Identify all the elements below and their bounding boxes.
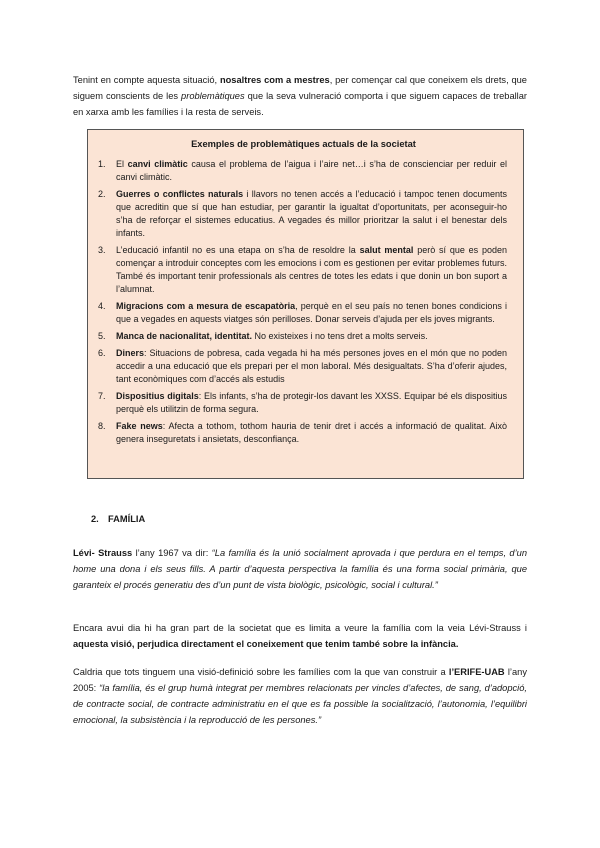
text: : Els infants, s’ha de protegir-los davant les XXSS. Equipar bé els dispositius perquè els utilitzin de forma segura. bbox=[116, 391, 507, 414]
list-item bbox=[100, 244, 507, 296]
list-item bbox=[100, 300, 507, 326]
text: : Afecta a tothom, tothom hauria de tenir dret i accés a informació de qualitat. Això genera inseguretats i ansietats, desconfiança. bbox=[116, 421, 507, 444]
list-item bbox=[100, 158, 507, 184]
text: i llavors no tenen accés a l’educació i tampoc tenen documents que acreditin que sí que han estudiar, per garantir la igualtat d’oportunitats, per aconseguir-ho s’ha de reforçar el sistemes educatius. A vegades és millor prioritzar la salut i el benestar dels infants. bbox=[116, 189, 507, 238]
list-item bbox=[100, 420, 507, 446]
bold-text: Dispositius digitals bbox=[116, 391, 199, 401]
text: l’any 1967 va dir: bbox=[132, 548, 212, 558]
bold-text: Manca de nacionalitat, identitat. bbox=[116, 331, 253, 341]
italic-text: problemàtiques bbox=[181, 91, 245, 101]
bold-text: salut mental bbox=[359, 245, 414, 255]
bold-text: Diners bbox=[116, 348, 145, 358]
section-number: 2. bbox=[91, 514, 99, 524]
encara-paragraph bbox=[73, 620, 527, 652]
list-item bbox=[100, 390, 507, 416]
bold-text: Fake news bbox=[116, 421, 163, 431]
item-number: 5. bbox=[98, 331, 106, 341]
levi-strauss-paragraph bbox=[73, 545, 527, 593]
item-number: 6. bbox=[98, 348, 106, 358]
erife-paragraph bbox=[73, 664, 527, 728]
item-number: 7. bbox=[98, 391, 106, 401]
section-heading bbox=[91, 511, 145, 527]
text: Encara avui dia hi ha gran part de la societat que es limita a veure la família com la veia Lévi-Strauss i bbox=[73, 623, 527, 633]
item-number: 2. bbox=[98, 189, 106, 199]
intro-paragraph bbox=[73, 72, 527, 120]
section-title: FAMÍLIA bbox=[108, 514, 146, 524]
item-number: 8. bbox=[98, 421, 106, 431]
box-title: Exemples de problemàtiques actuals de la societat bbox=[191, 139, 416, 149]
text: El bbox=[116, 159, 128, 169]
italic-quote: “La família és la unió socialment aprovada i que perdura en el temps, d’un home una dona i els seus fills. A partir d’aquesta perspectiva la família és una forma social primària, que garanteix el procés generatiu des d’un punt de vista biològic, psicològic, social i cultural.” bbox=[73, 548, 528, 590]
item-number: 3. bbox=[98, 245, 106, 255]
text: que la seva vulneració comporta i que siguem capaces de treballar en xarxa amb les famílies i la resta de serveis. bbox=[73, 91, 528, 117]
text: causa el problema de l’aigua i l’aire net…i s’ha de conscienciar per reduir el canvi climàtic. bbox=[116, 159, 507, 182]
bold-text: nosaltres com a mestres bbox=[219, 75, 330, 85]
item-number: 1. bbox=[98, 159, 106, 169]
italic-quote: “la família, és el grup humà integrat per membres relacionats per vincles d’afectes, de sang, d’adopció, de contracte social, de contracte administratiu en el que es fa possible la socialització, l’autonomia, l’equilibri emocional, la subsistència i la reproducció de les persones.” bbox=[73, 683, 527, 725]
item-number: 4. bbox=[98, 301, 106, 311]
bold-text: Lévi- Strauss bbox=[73, 548, 133, 558]
text: però sí que es poden començar a introduir conceptes com les emocions i com es gestionen per evitar problemes futurs. També és important tenir professionals als centres de totes les edats i que donin un bon suport a l’alumnat. bbox=[116, 245, 507, 294]
text: , perquè en el seu país no tenen bones condicions i que a vegades en aquests viatges són perilloses. Donar serveis d’ajuda per els joves migrants. bbox=[116, 301, 507, 324]
text: : Situacions de pobresa, cada vegada hi ha més persones joves en el món que no poden accedir a una educació que els prepari per el mon laboral. Més desigualtats. S’ha d’oferir ajudes, tant econòmiques com d’accés als estudis bbox=[116, 348, 507, 384]
text: No existeixes i no tens dret a molts serveis. bbox=[252, 331, 428, 341]
bold-text: canvi climàtic bbox=[127, 159, 188, 169]
bold-text: Migracions com a mesura de escapatòria bbox=[116, 301, 296, 311]
bold-text: l’ERIFE-UAB bbox=[448, 667, 505, 677]
text: L’educació infantil no es una etapa on s’ha de resoldre la bbox=[116, 245, 360, 255]
bold-text: aquesta visió, perjudica directament el coneixement que tenim també sobre la infància. bbox=[73, 639, 459, 649]
problems-box bbox=[87, 129, 524, 479]
problems-list bbox=[100, 158, 507, 446]
text: l’any 2005: bbox=[73, 667, 527, 693]
text: Caldria que tots tinguem una visió-definició sobre les famílies com la que van construir a bbox=[73, 667, 449, 677]
list-item bbox=[100, 347, 507, 386]
text: , per començar cal que coneixem els drets, que siguem conscients de les bbox=[73, 75, 527, 101]
bold-text: Guerres o conflictes naturals bbox=[116, 189, 244, 199]
text: Tenint en compte aquesta situació, bbox=[73, 75, 220, 85]
list-item bbox=[100, 188, 507, 240]
list-item bbox=[100, 330, 507, 343]
